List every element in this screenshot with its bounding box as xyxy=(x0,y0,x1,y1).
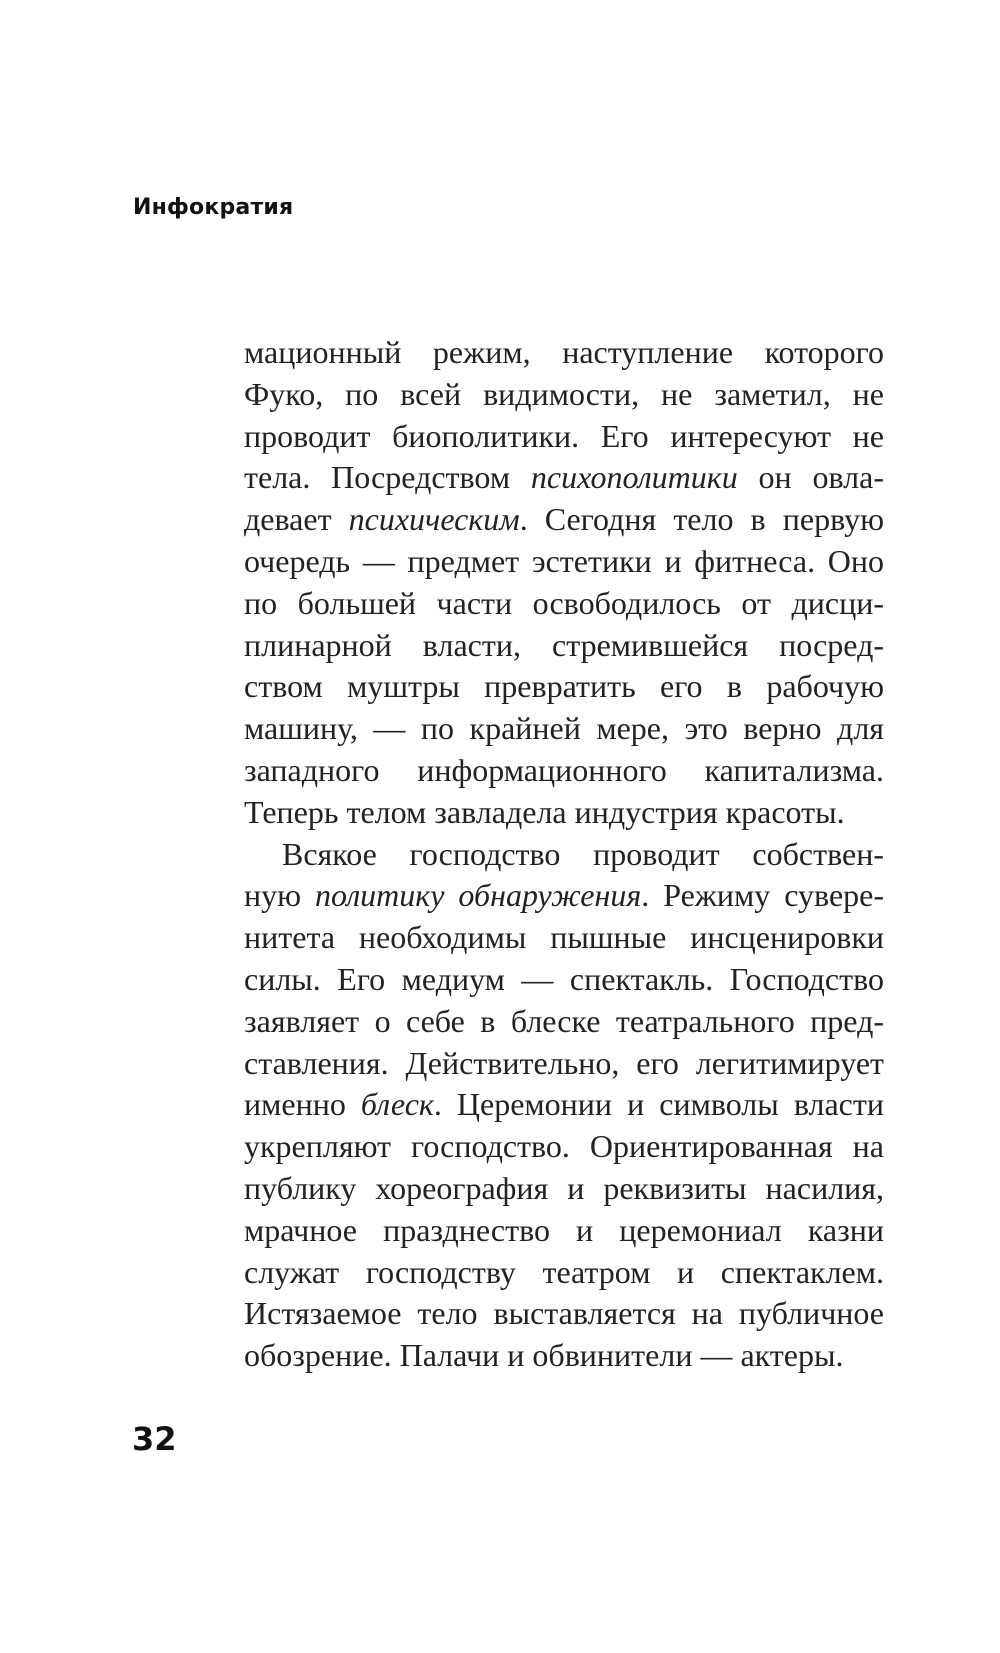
text-line xyxy=(244,457,884,499)
text-segment: Истязаемое тело выставляется на публичное xyxy=(244,1295,884,1332)
text-segment: плинарной власти, стремившейся посред- xyxy=(244,626,884,663)
text-line xyxy=(244,416,884,458)
text-segment: Теперь телом завладела индустрия красоты. xyxy=(244,793,845,830)
running-head-title: Инфократия xyxy=(133,195,294,220)
italic-text-segment: блеск xyxy=(360,1086,434,1123)
text-segment: публику хореография и реквизиты насилия, xyxy=(244,1169,884,1206)
text-segment: ную xyxy=(244,877,315,914)
text-line xyxy=(244,625,884,667)
text-line xyxy=(244,1335,884,1377)
text-segment: ставления. Действительно, его легитимирует xyxy=(244,1044,884,1081)
text-line xyxy=(244,374,884,416)
text-segment: именно xyxy=(244,1086,361,1123)
text-line xyxy=(244,917,884,959)
italic-text-segment: политику обнаружения xyxy=(315,877,642,914)
text-segment: укрепляют господство. Ориентированная на xyxy=(244,1128,884,1165)
text-segment: он овла- xyxy=(737,459,884,496)
text-segment: нитета необходимы пышные инсценировки xyxy=(244,919,884,956)
text-line xyxy=(244,834,884,876)
text-line xyxy=(244,959,884,1001)
text-segment: обозрение. Палачи и обвинители — актеры. xyxy=(244,1337,844,1374)
body-text xyxy=(244,332,884,1377)
text-segment: проводит биополитики. Его интересуют не xyxy=(244,417,884,454)
text-line xyxy=(244,1084,884,1126)
text-line xyxy=(244,541,884,583)
text-segment: ством муштры превратить его в рабочую xyxy=(244,668,884,705)
text-segment: девает xyxy=(244,501,349,538)
text-line xyxy=(244,666,884,708)
text-segment: очередь — предмет эстетики и фитнеса. Оно xyxy=(244,542,884,579)
text-segment: мрачное празднество и церемониал казни xyxy=(244,1211,884,1248)
text-line xyxy=(244,875,884,917)
italic-text-segment: психополитики xyxy=(530,459,738,496)
text-line xyxy=(244,1126,884,1168)
text-segment: Фуко, по всей видимости, не заметил, не xyxy=(244,375,884,412)
text-segment: . Сегодня тело в первую xyxy=(519,501,884,538)
text-segment: по большей части освободилось от дисци- xyxy=(244,584,884,621)
text-segment: служат господству театром и спектаклем. xyxy=(244,1253,884,1290)
text-segment: силы. Его медиум — спектакль. Господство xyxy=(244,960,884,997)
text-line xyxy=(244,1293,884,1335)
text-line xyxy=(244,332,884,374)
text-line xyxy=(244,1210,884,1252)
text-segment: западного информационного капитализма. xyxy=(244,751,884,788)
text-segment: Всякое господство проводит собствен- xyxy=(282,835,884,872)
text-segment: . Церемонии и символы власти xyxy=(433,1086,884,1123)
italic-text-segment: психическим xyxy=(348,501,520,538)
text-line xyxy=(244,583,884,625)
text-line xyxy=(244,1252,884,1294)
text-line xyxy=(244,750,884,792)
text-segment: заявляет о себе в блеске театрального пред- xyxy=(244,1002,884,1039)
text-line xyxy=(244,792,884,834)
text-line xyxy=(244,708,884,750)
text-line xyxy=(244,499,884,541)
text-line xyxy=(244,1043,884,1085)
page-number: 32 xyxy=(132,1420,177,1458)
text-segment: машину, — по крайней мере, это верно для xyxy=(244,710,884,747)
text-segment: . Режиму сувере- xyxy=(641,877,884,914)
text-line xyxy=(244,1001,884,1043)
text-segment: мационный режим, наступление которого xyxy=(244,334,884,370)
text-segment: тела. Посредством xyxy=(244,459,531,496)
text-line xyxy=(244,1168,884,1210)
